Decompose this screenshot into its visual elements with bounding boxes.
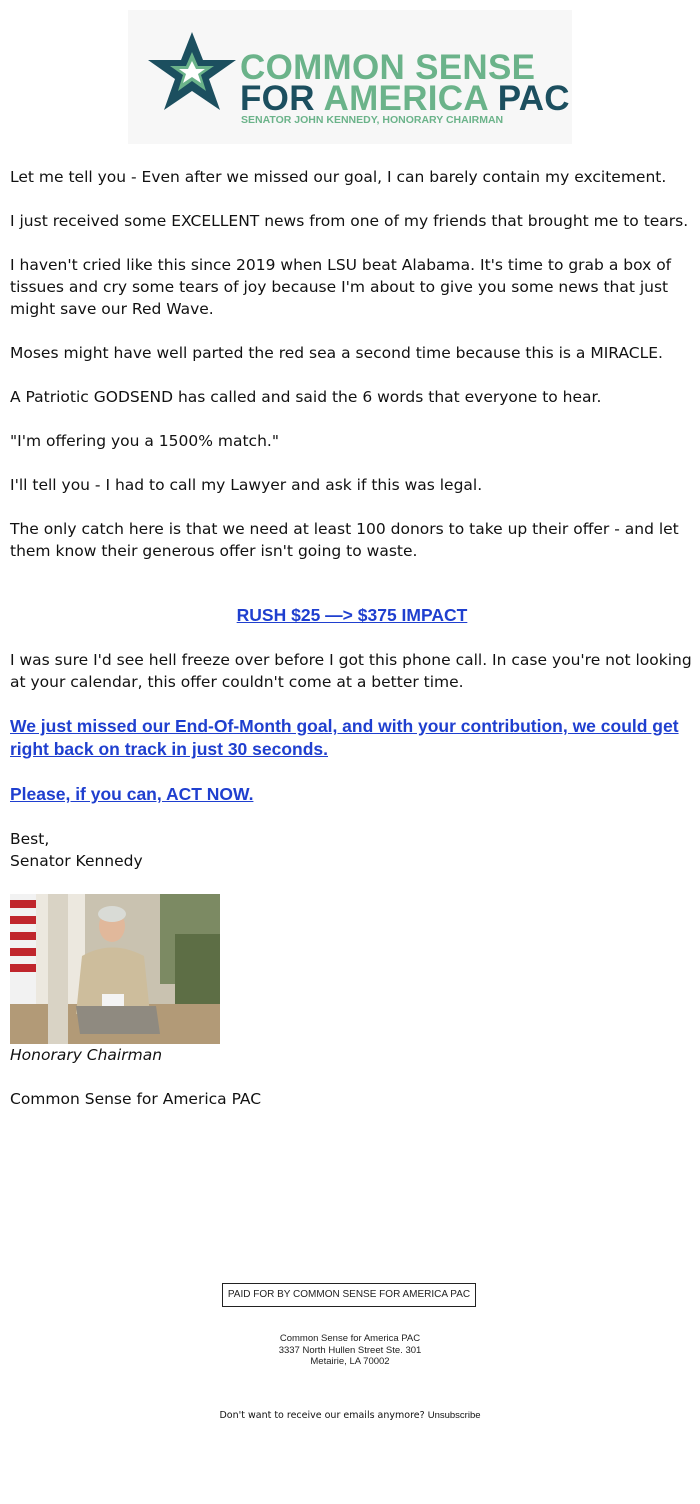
signer-name: Senator Kennedy [10,852,143,870]
pac-logo [128,10,572,144]
paragraph: I haven't cried like this since 2019 when LSU beat Alabama. It's time to grab a box of tissues and cry some tears of joy because I'm about to give you some news that just might save our Red Wave. [10,256,672,318]
link-paragraph [10,715,694,761]
senator-photo [10,894,220,1044]
signature [10,828,694,872]
address-street: 3337 North Hullen Street Ste. 301 [278,1344,422,1356]
caption-title: Honorary Chairman [10,1046,163,1064]
cta-container [10,604,694,627]
contribution-link[interactable]: We just missed our End-Of-Month goal, and with your contribution, we could get right back on track in just 30 seconds. [10,716,679,759]
paid-for-disclaimer: PAID FOR BY COMMON SENSE FOR AMERICA PAC [222,1283,476,1307]
unsubscribe-text: Don't want to receive our emails anymore? [219,1410,425,1421]
address-name: Common Sense for America PAC [279,1333,421,1344]
logo-line-2 [240,81,570,117]
closing: Best, [10,830,50,848]
logo-for: FOR [240,79,315,118]
paragraph: I just received some EXCELLENT news from one of my friends that brought me to tears. [10,212,689,230]
paragraph: Let me tell you - Even after we missed our goal, I can barely contain my excitement. [10,168,667,186]
paragraph: A Patriotic GODSEND has called and said the 6 words that everyone to hear. [10,388,602,406]
email-body [10,166,694,1132]
star-icon [144,30,240,112]
unsubscribe-link[interactable]: Unsubscribe [427,1410,481,1421]
unsubscribe-line [0,1410,700,1421]
mailing-address [0,1333,700,1368]
donate-cta-link[interactable]: RUSH $25 —> $375 IMPACT [236,605,468,625]
paragraph: I'll tell you - I had to call my Lawyer and ask if this was legal. [10,476,483,494]
paragraph: I was sure I'd see hell freeze over before I got this phone call. In case you're not looking at your calendar, this offer couldn't come at a better time. [10,651,692,691]
act-now-link[interactable]: Please, if you can, ACT NOW. [10,784,254,804]
paragraph: "I'm offering you a 1500% match." [10,432,279,450]
paragraph: Moses might have well parted the red sea a second time because this is a MIRACLE. [10,344,663,362]
caption-org: Common Sense for America PAC [10,1090,262,1108]
address-city: Metairie, LA 70002 [310,1356,390,1367]
logo-pac: PAC [497,79,570,118]
paragraph: The only catch here is that we need at least 100 donors to take up their offer - and let them know their generous offer isn't going to waste. [10,520,679,560]
logo-line-1: COMMON SENSE [240,48,536,87]
logo-subtitle: SENATOR JOHN KENNEDY, HONORARY CHAIRMAN [241,114,504,126]
link-paragraph [10,783,694,806]
logo-america: AMERICA [323,79,488,118]
